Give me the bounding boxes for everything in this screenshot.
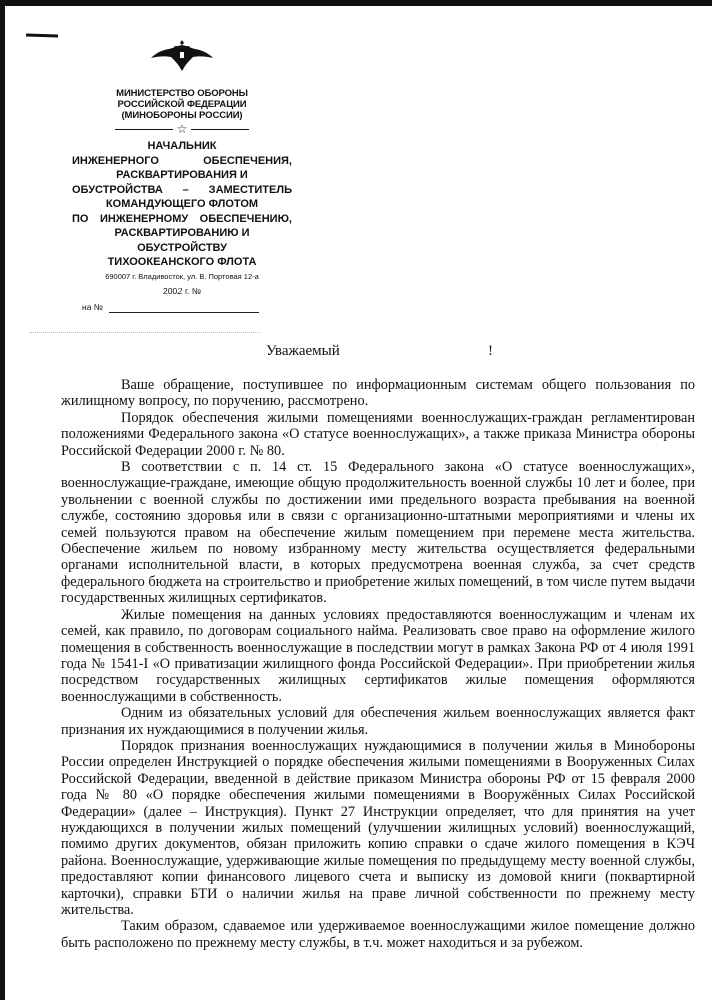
office-line: НАЧАЛЬНИК xyxy=(147,140,217,152)
office-line: ИНЖЕНЕРНОГО ОБЕСПЕЧЕНИЯ, xyxy=(72,154,292,167)
letter-body xyxy=(61,377,695,951)
office-line: ТИХООКЕАНСКОГО ФЛОТА xyxy=(107,256,257,268)
office-title xyxy=(72,139,292,270)
ministry-line: (МИНОБОРОНЫ РОССИИ) xyxy=(121,110,243,121)
paragraph: Ваше обращение, поступившее по информационным системам общего пользования по жилищному вопросу, по поручению, рассмотрено. xyxy=(61,377,695,410)
office-line: РАСКВАРТИРОВАНИЮ И xyxy=(114,227,250,239)
scan-noise xyxy=(30,332,260,334)
exclamation-mark: ! xyxy=(488,343,493,359)
ministry-line: МИНИСТЕРСТВО ОБОРОНЫ xyxy=(116,88,248,99)
ministry-line: РОССИЙСКОЙ ФЕДЕРАЦИИ xyxy=(117,99,247,110)
scan-border-left xyxy=(0,0,5,1000)
divider-rule xyxy=(115,129,173,130)
reply-number-line xyxy=(109,302,259,313)
reply-label: на № xyxy=(82,301,103,312)
office-line: ОБУСТРОЙСТВА – ЗАМЕСТИТЕЛЬ xyxy=(72,183,292,196)
salutation: Уважаемый xyxy=(266,343,340,359)
star-divider xyxy=(72,123,292,135)
paragraph: Порядок признания военнослужащих нуждающимися в получении жилья в Минобороны России определен Инструкцией о порядке обеспечения жилыми помещениями в Вооруженных Силах Российской Федерации, введенной в действие приказом Министра обороны РФ от 15 февраля 2000 года № 80 «О порядке обеспечения жилыми помещениями в Вооружённых Силах Российской Федерации» (далее – Инструкция). Пункт 27 Инструкции определяет, что для принятия на учет нуждающихся в получении жилых помещений (улучшении жилищных условий) военнослужащий, помимо других документов, обязан приложить копию справки о сдаче жилого помещения в КЭЧ района. Военнослужащие, удерживающие жилые помещения по предыдущему месту военной службы, предоставляют копии финансового лицевого счета и выписку из домовой книги (поквартирной карточки), справки БТИ о наличии жилья на праве личной собственности по прежнему месту жительства. xyxy=(61,737,695,918)
letterhead xyxy=(72,38,292,313)
office-address: 690007 г. Владивосток, ул. В. Портовая 12-а xyxy=(105,271,259,281)
paragraph: Одним из обязательных условий для обеспечения жильем военнослужащих является факт признания их нуждающимися в получении жилья. xyxy=(61,705,695,738)
paragraph: Порядок обеспечения жилыми помещениями военнослужащих-граждан регламентирован положениями Федерального закона «О статусе военнослужащих», а также приказа Министра обороны Российской Федерации 2000 г. № 80. xyxy=(61,409,695,459)
divider-rule xyxy=(191,129,249,130)
date-prefix: 200 xyxy=(163,285,178,296)
scan-border-top xyxy=(0,0,712,6)
date-handwritten: 2 xyxy=(177,286,183,297)
office-line: ОБУСТРОЙСТВУ xyxy=(137,241,227,254)
office-line: КОМАНДУЮЩЕГО ФЛОТОМ xyxy=(105,198,259,210)
office-line: РАСКВАРТИРОВАНИЯ И xyxy=(116,169,248,181)
greeting xyxy=(266,343,526,360)
reply-reference xyxy=(72,301,292,313)
paragraph: Таким образом, сдаваемое или удерживаемое военнослужащими жилое помещение должно быть расположено по прежнему месту службы, в т.ч. может находиться и за рубежом. xyxy=(61,918,695,951)
date-suffix: г. № xyxy=(185,285,201,296)
star-icon: ☆ xyxy=(176,122,188,136)
paragraph: Жилые помещения на данных условиях предоставляются военнослужащим и членам их семей, как правило, по договорам социального найма. Реализовать свое право на оформление жилого помещения в собственность военнослужащие в последствии могут в рамках Закона РФ от 4 июля 1991 года № 1541-I «О приватизации жилищного фонда Российской Федерации». При приобретении жилья посредством государственных жилищных сертификатов жилые помещения оформляются военнослужащими в собственность. xyxy=(61,606,695,705)
corner-mark xyxy=(26,33,58,37)
office-line: ПО ИНЖЕНЕРНОМУ ОБЕСПЕЧЕНИЮ, xyxy=(72,212,292,225)
outgoing-date xyxy=(72,285,292,298)
ministry-name xyxy=(72,88,292,121)
paragraph: В соответствии с п. 14 ст. 15 Федерального закона «О статусе военнослужащих», военнослужащие-граждане, имеющие общую продолжительность военной службы 10 лет и более, при увольнении с военной службы по достижении ими предельного возраста пребывания на военной службе, состоянию здоровья или в связи с организационно-штатными мероприятиями и члены их семей пользуются правом на обеспечение жилым помещением при перемене места жительства. Обеспечение жильем по новому избранному месту жительства осуществляется федеральными органами исполнительной власти, в которых предусмотрена военная служба, за счет средств федерального бюджета на строительство и приобретение жилых помещений, в том числе путем выдачи государственных жилищных сертификатов. xyxy=(61,459,695,607)
double-headed-eagle-emblem-icon xyxy=(147,38,217,74)
